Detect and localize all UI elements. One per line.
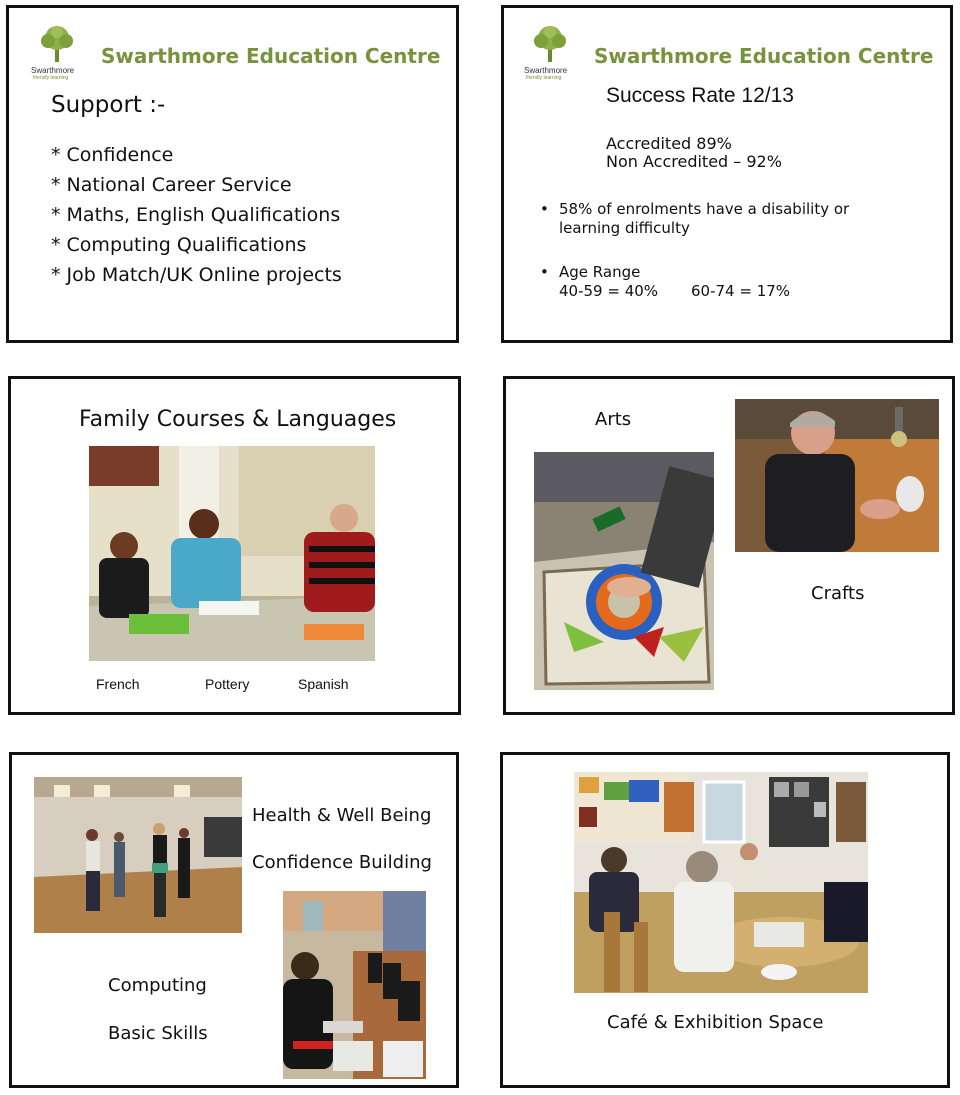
stained-glass-photo (534, 452, 714, 690)
disability-stat: 58% of enrolments have a disability or (559, 200, 850, 218)
label-computing: Computing (108, 975, 207, 996)
non-accredited-rate: Non Accredited – 92% (606, 152, 782, 171)
bullet-glyph: • (540, 200, 549, 218)
caption-pottery: Pottery (205, 676, 250, 692)
label-health: Health & Well Being (252, 805, 432, 826)
slide2-heading: Success Rate 12/13 (606, 84, 794, 107)
centre-name: Swarthmore Education Centre (594, 44, 934, 68)
label-basic-skills: Basic Skills (108, 1023, 208, 1044)
label-arts: Arts (595, 409, 632, 430)
cafe-caption: Café & Exhibition Space (607, 1012, 824, 1033)
slide-cafe (500, 752, 950, 1088)
accredited-rate: Accredited 89% (606, 134, 732, 153)
slide-health-computing (9, 752, 459, 1088)
age-range-60-74: 60-74 = 17% (691, 282, 791, 300)
disability-stat-cont: learning difficulty (559, 219, 690, 237)
craftsman-photo (735, 399, 939, 552)
classroom-photo (89, 446, 375, 661)
support-item: * Computing Qualifications (51, 234, 307, 256)
logo-tagline: friendly learning (526, 75, 562, 81)
computer-room-photo (283, 891, 426, 1079)
support-item: * Maths, English Qualifications (51, 204, 341, 226)
support-item: * National Career Service (51, 174, 292, 196)
logo-name: Swarthmore (31, 66, 75, 75)
slide-family-courses (8, 376, 461, 715)
logo-name: Swarthmore (524, 66, 568, 75)
age-range-label: Age Range (559, 263, 641, 281)
support-item: * Job Match/UK Online projects (51, 264, 342, 286)
support-item: * Confidence (51, 144, 174, 166)
slide-success-rate (501, 5, 953, 343)
logo-tagline: friendly learning (33, 75, 69, 81)
slide1-heading: Support :- (51, 92, 166, 118)
caption-spanish: Spanish (298, 676, 349, 692)
swarthmore-logo-icon (35, 24, 79, 66)
slide-support (6, 5, 459, 343)
label-confidence: Confidence Building (252, 852, 432, 873)
slide-arts-crafts (503, 376, 955, 715)
caption-french: French (96, 676, 140, 692)
centre-name: Swarthmore Education Centre (101, 44, 441, 68)
bullet-glyph: • (540, 263, 549, 281)
swarthmore-logo-icon (528, 24, 572, 66)
age-range-40-59: 40-59 = 40% (559, 282, 659, 300)
slide3-heading: Family Courses & Languages (79, 407, 397, 432)
label-crafts: Crafts (811, 583, 865, 604)
cafe-photo (574, 772, 868, 993)
dance-class-photo (34, 777, 242, 933)
